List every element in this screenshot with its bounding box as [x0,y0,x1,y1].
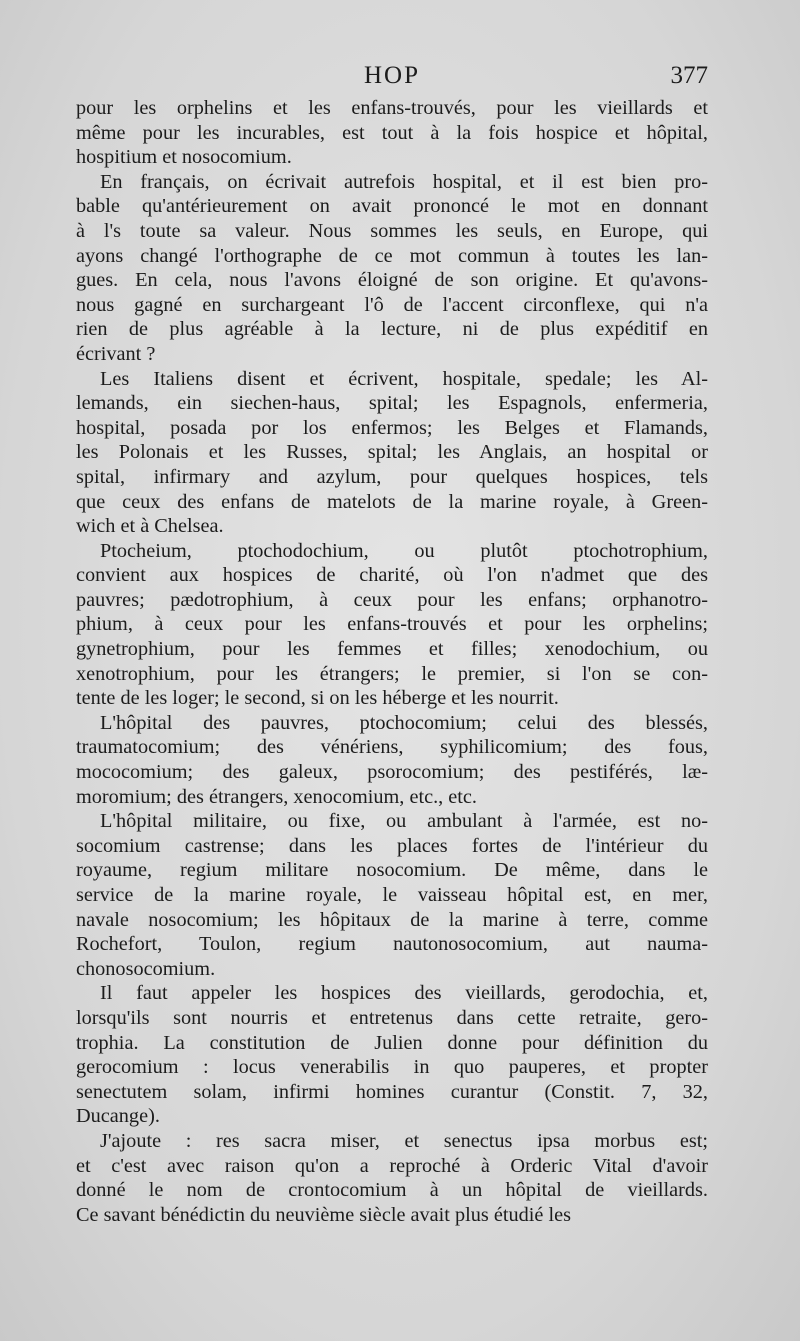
paragraph [76,809,708,981]
text-line: les Polonais et les Russes, spital; les Anglais, an hospital or [76,441,708,464]
text-line: Ce savant bénédictin du neuvième siècle avait plus étudié les [76,1203,572,1226]
text-line: En français, on écrivait autrefois hospital, et il est bien pro- [100,170,708,193]
text-line: à l's toute sa valeur. Nous sommes les seuls, en Europe, qui [76,219,708,242]
text-line: pour les orphelins et les enfans-trouvés, pour les vieillards et [76,97,708,119]
page-number: 377 [670,62,708,89]
text-line: navale nosocomium; les hôpitaux de la marine à terre, comme [76,908,708,931]
text-line: et c'est avec raison qu'on a reproché à Orderic Vital d'avoir [76,1154,708,1177]
text-line: même pour les incurables, est tout à la fois hospice et hôpital, [76,121,708,144]
paragraph [76,539,708,711]
paragraph [76,1129,708,1227]
text-line: que ceux des enfans de matelots de la marine royale, à Green- [76,490,708,513]
text-line: trophia. La constitution de Julien donne pour définition du [76,1031,708,1054]
text-line: royaume, regium militare nosocomium. De même, dans le [76,859,708,882]
text-line: spital, infirmary and azylum, pour quelques hospices, tels [76,465,708,488]
running-head: HOP [363,62,420,89]
text-line: écrivant ? [76,342,156,365]
text-line: wich et à Chelsea. [76,515,224,538]
text-line: gerocomium : locus venerabilis in quo pauperes, et propter [76,1056,708,1079]
text-line: donné le nom de crontocomium à un hôpital de vieillards. [76,1179,708,1202]
text-line: rien de plus agréable à la lecture, ni de plus expéditif en [76,318,708,341]
text-line: gynetrophium, pour les femmes et filles; xenodochium, ou [76,638,708,661]
text-line: Les Italiens disent et écrivent, hospitale, spedale; les Al- [100,367,708,390]
text-line: service de la marine royale, le vaisseau hôpital est, en mer, [76,884,708,906]
text-line: mococomium; des galeux, psorocomium; des pestiférés, læ- [76,761,708,784]
text-line: convient aux hospices de charité, où l'on n'admet que des [76,564,708,587]
text-line: Rochefort, Toulon, regium nautonosocomium, aut nauma- [76,933,708,956]
text-line: Ptocheium, ptochodochium, ou plutôt ptochotrophium, [100,539,708,562]
text-line: hospitium et nosocomium. [76,146,292,169]
text-line: nous gagné en surchargeant l'ô de l'accent circonflexe, qui n'a [76,293,708,316]
text-line: J'ajoute : res sacra miser, et senectus ipsa morbus est; [100,1129,708,1152]
text-line: socomium castrense; dans les places fortes de l'intérieur du [76,834,708,857]
text-line: moromium; des étrangers, xenocomium, etc., etc. [76,785,478,808]
paragraph [76,96,708,170]
text-line: senectutem solam, infirmi homines curantur (Constit. 7, 32, [76,1080,708,1103]
text-line: Il faut appeler les hospices des vieillards, gerodochia, et, [100,982,708,1005]
text-line: gues. En cela, nous l'avons éloigné de son origine. Et qu'avons- [76,269,708,292]
text-line: hospital, posada por los enfermos; les Belges et Flamands, [76,416,708,439]
text-line: phium, à ceux pour les enfans-trouvés et pour les orphelins; [76,613,708,636]
text-line: lemands, ein siechen-haus, spital; les Espagnols, enfermeria, [76,392,708,415]
text-line: L'hôpital militaire, ou fixe, ou ambulant à l'armée, est no- [100,810,708,833]
page-header [76,62,708,94]
text-line: lorsqu'ils sont nourris et entretenus dans cette retraite, gero- [76,1006,708,1029]
text-line: pauvres; pædotrophium, à ceux pour les enfans; orphanotro- [76,588,708,611]
text-line: xenotrophium, pour les étrangers; le premier, si l'on se con- [76,662,708,685]
paragraph [76,981,708,1129]
paragraph [76,367,708,539]
text-line: chonosocomium. [76,957,216,980]
text-line: bable qu'antérieurement on avait prononcé le mot en donnant [76,195,708,218]
text-line: tente de les loger; le second, si on les héberge et les nourrit. [76,687,559,710]
text-line: L'hôpital des pauvres, ptochocomium; celui des blessés, [100,711,708,734]
paragraph [76,170,708,367]
text-line: traumatocomium; des vénériens, syphilicomium; des fous, [76,736,708,759]
paragraph [76,711,708,809]
text-line: ayons changé l'orthographe de ce mot commun à toutes les lan- [76,244,708,267]
text-line: Ducange). [76,1105,160,1128]
page-body [76,96,708,1227]
